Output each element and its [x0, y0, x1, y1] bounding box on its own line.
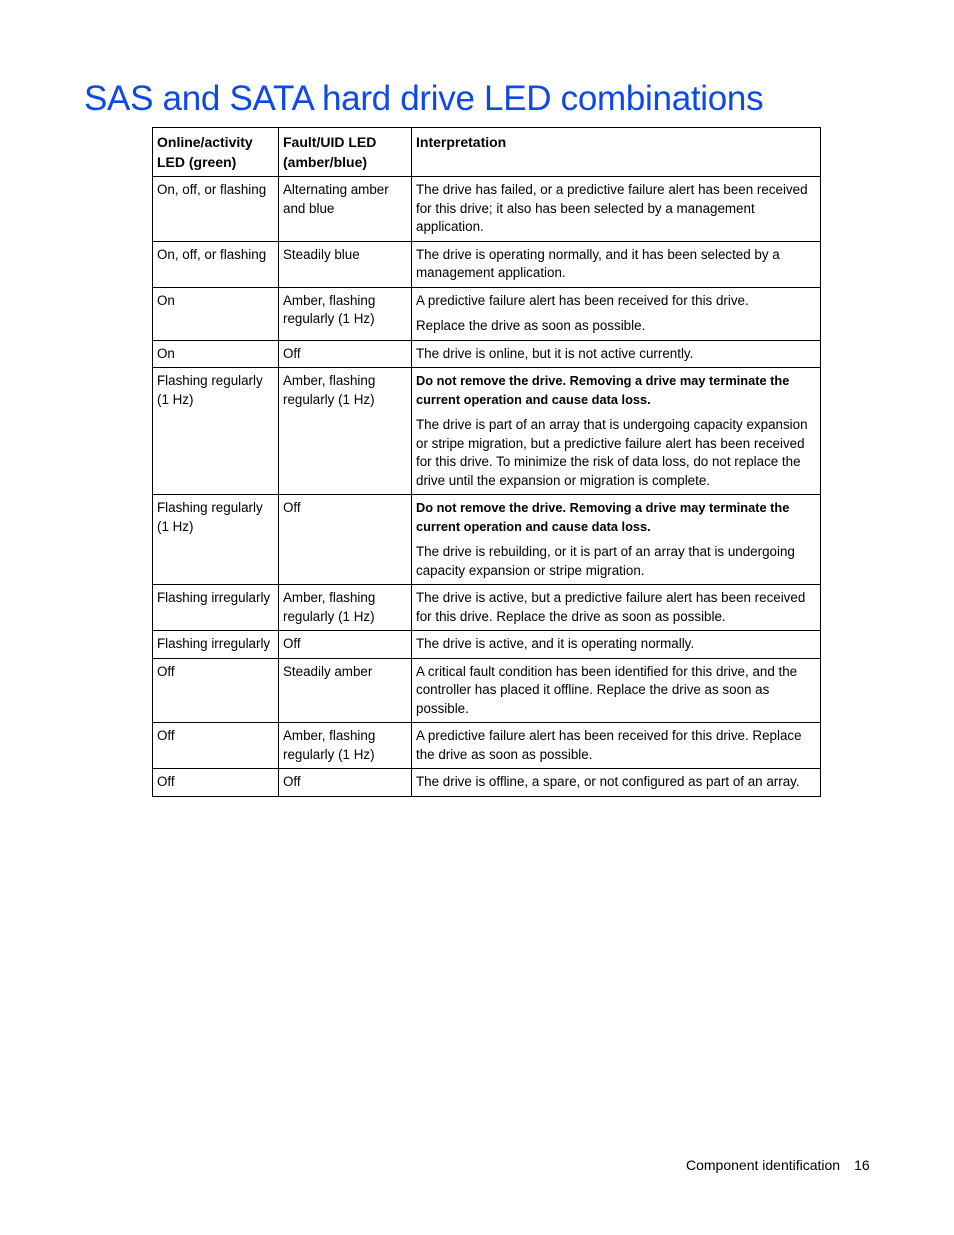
fault-uid-cell: Amber, flashing regularly (1 Hz) [279, 368, 412, 495]
online-activity-cell: On [153, 340, 279, 368]
interpretation-text: The drive is operating normally, and it has been selected by a management application. [416, 246, 780, 280]
interpretation-cell [412, 340, 821, 368]
fault-uid-cell: Off [279, 340, 412, 368]
interpretation-cell [412, 177, 821, 242]
interpretation-text: The drive is active, and it is operating normally. [416, 636, 695, 651]
table-row [153, 495, 821, 585]
online-activity-cell: Off [153, 658, 279, 723]
table-row [153, 585, 821, 631]
online-activity-cell: On [153, 287, 279, 340]
interpretation-text: A predictive failure alert has been received for this drive. [416, 292, 749, 308]
data-loss-warning: Do not remove the drive. Removing a drive may terminate the current operation and cause data loss. [416, 500, 790, 534]
data-loss-warning: Do not remove the drive. Removing a drive may terminate the current operation and cause data loss. [416, 373, 790, 407]
table-row [153, 177, 821, 242]
page-title: SAS and SATA hard drive LED combinations [84, 79, 764, 118]
interpretation-text: The drive is online, but it is not active currently. [416, 345, 694, 361]
online-activity-cell: Off [153, 723, 279, 769]
led-combinations-table [152, 127, 821, 797]
online-activity-cell: Flashing irregularly [153, 631, 279, 659]
column-header-online-activity: Online/activity LED (green) [153, 128, 279, 177]
fault-uid-cell: Off [279, 769, 412, 797]
page-footer [686, 1157, 870, 1173]
interpretation-text: The drive is active, but a predictive failure alert has been received for this drive. Replace the drive as soon as possible. [416, 590, 806, 624]
interpretation-text: The drive has failed, or a predictive failure alert has been received for this drive; it also has been selected by a management application. [416, 182, 808, 234]
fault-uid-cell: Amber, flashing regularly (1 Hz) [279, 723, 412, 769]
online-activity-cell: Flashing regularly (1 Hz) [153, 368, 279, 495]
table-row [153, 723, 821, 769]
interpretation-text: Replace the drive as soon as possible. [416, 318, 646, 333]
fault-uid-cell: Steadily amber [279, 658, 412, 723]
interpretation-cell [412, 769, 821, 797]
interpretation-cell [412, 368, 821, 495]
online-activity-cell: On, off, or flashing [153, 177, 279, 242]
interpretation-text: A critical fault condition has been identified for this drive, and the controller has placed it offline. Replace the drive as soon as possible. [416, 663, 798, 716]
table-row [153, 769, 821, 797]
column-header-interpretation: Interpretation [412, 128, 821, 177]
interpretation-cell [412, 631, 821, 659]
table-row [153, 241, 821, 287]
page-number: 16 [854, 1157, 870, 1173]
interpretation-cell [412, 495, 821, 585]
fault-uid-cell: Off [279, 495, 412, 585]
table-row [153, 658, 821, 723]
interpretation-cell [412, 723, 821, 769]
interpretation-cell [412, 241, 821, 287]
interpretation-cell [412, 658, 821, 723]
fault-uid-cell: Off [279, 631, 412, 659]
interpretation-cell [412, 287, 821, 340]
online-activity-cell: On, off, or flashing [153, 241, 279, 287]
interpretation-text: The drive is part of an array that is undergoing capacity expansion or stripe migration, but a predictive failure alert has been received for this drive. To minimize the risk of data loss, do not replace the drive until the expansion or migration is complete. [416, 417, 808, 488]
interpretation-text: A predictive failure alert has been received for this drive. Replace the drive as soon as possible. [416, 728, 802, 762]
online-activity-cell: Flashing regularly (1 Hz) [153, 495, 279, 585]
footer-section-name: Component identification [686, 1157, 841, 1173]
table-row [153, 287, 821, 340]
fault-uid-cell: Amber, flashing regularly (1 Hz) [279, 287, 412, 340]
interpretation-text: The drive is offline, a spare, or not configured as part of an array. [416, 774, 800, 789]
fault-uid-cell: Amber, flashing regularly (1 Hz) [279, 585, 412, 631]
table-row [153, 631, 821, 659]
table-row [153, 368, 821, 495]
column-header-fault-uid: Fault/UID LED (amber/blue) [279, 128, 412, 177]
table-row [153, 340, 821, 368]
fault-uid-cell: Steadily blue [279, 241, 412, 287]
online-activity-cell: Off [153, 769, 279, 797]
interpretation-text: The drive is rebuilding, or it is part of an array that is undergoing capacity expansion or stripe migration. [416, 544, 795, 578]
table-header-row [153, 128, 821, 177]
interpretation-cell [412, 585, 821, 631]
fault-uid-cell: Alternating amber and blue [279, 177, 412, 242]
online-activity-cell: Flashing irregularly [153, 585, 279, 631]
